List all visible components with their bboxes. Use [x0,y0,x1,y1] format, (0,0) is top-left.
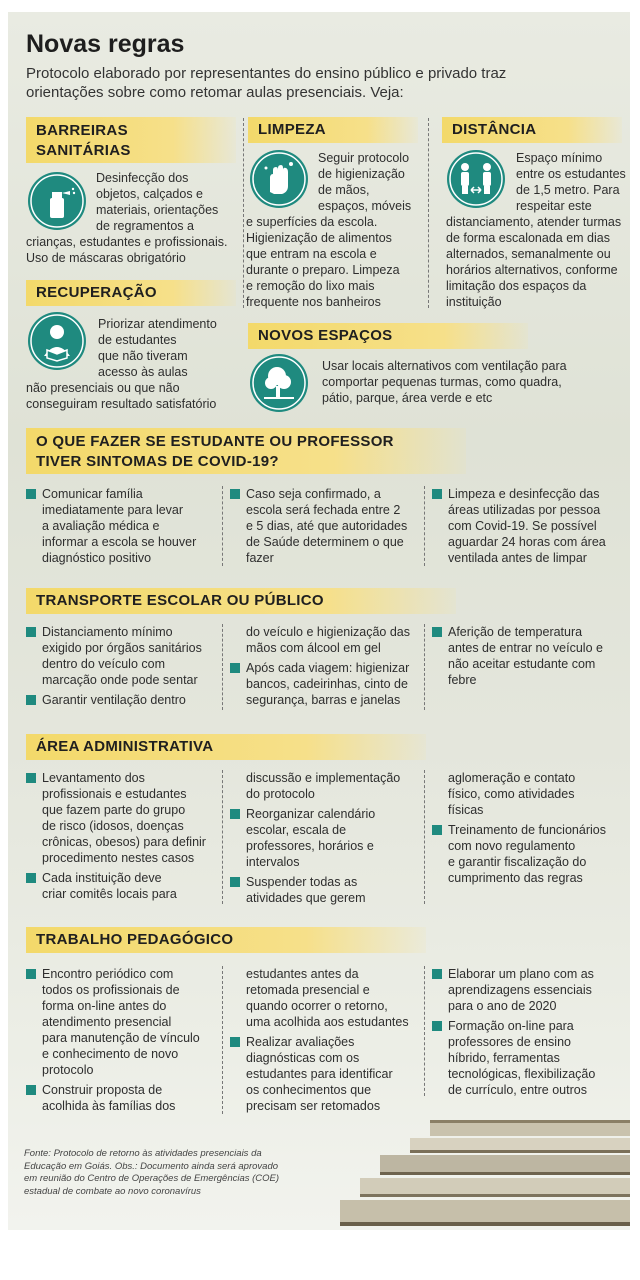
novos-espacos-line-3: pátio, parque, área verde e etc [322,391,493,405]
limpeza-heading: LIMPEZA [248,117,418,143]
list-item: Caso seja confirmado, a escola será fechada entre 2 e 5 dias, até que autoridades de Saúde determinem o que fazer [230,486,407,566]
barreiras-heading: BARREIRAS SANITÁRIAS [26,117,236,163]
list-item: Cada instituição deve criar comitês locais para [26,870,177,902]
limpeza-line-8: durante o preparo. Limpeza [246,263,400,277]
recuperacao-line-3: que não tiveram [98,349,188,363]
list-item-continuation: aglomeração e contato físico, como atividades físicas [448,771,576,817]
list-item: Formação on-line para professores de ensino híbrido, ferramentas tecnológicas, flexibilização de currículo, entre outros [432,1018,595,1098]
transporte-heading: TRANSPORTE ESCOLAR OU PÚBLICO [26,588,456,614]
divider [243,118,244,308]
list-item: Aferição de temperatura antes de entrar no veículo e não aceitar estudante com febre [432,624,603,688]
intro-text: Protocolo elaborado por representantes do ensino público e privado traz orientações sobre como retomar aulas presenciais. Veja: [26,65,507,101]
list-item: Comunicar família imediatamente para levar a avaliação médica e informar a escola se houver diagnóstico positivo [26,486,196,566]
recuperacao-line-2: de estudantes [98,333,177,347]
limpeza-line-5: e superfícies da escola. [246,215,378,229]
list-item-continuation: discussão e implementação do protocolo [246,771,401,801]
divider [222,486,223,566]
list-item: Elaborar um plano com as aprendizagens essenciais para o ano de 2020 [432,966,594,1014]
spray-bottle-icon [28,172,86,230]
limpeza-line-6: Higienização de alimentos [246,231,392,245]
distancia-line-2: entre os estudantes [516,167,626,181]
list-item: Limpeza e desinfecção das áreas utilizadas por pessoa com Covid-19. Se possível aguardar 24 horas com área ventilada antes de limpar [432,486,606,566]
list-item: Encontro periódico com todos os profissionais de forma on-line antes do atendimento presencial para manutenção de vínculo e conhecimento de novo protocolo [26,966,200,1078]
limpeza-line-1: Seguir protocolo [318,151,410,165]
student-reading-icon [28,312,86,370]
hand-washing-icon [250,150,308,208]
divider [424,966,425,1096]
list-item: Levantamento dos profissionais e estudantes que fazem parte do grupo de risco (idosos, doenças crônicas, obesos) para definir procedimento nestes casos [26,770,206,866]
divider [222,624,223,710]
administrativa-heading: ÁREA ADMINISTRATIVA [26,734,426,760]
source-note: Fonte: Protocolo de retorno às atividades presenciais da Educação em Goiás. Obs.: Documento ainda será aprovado em reunião do Centro de Operações de Emergências (COE) estadual de combate ao novo coronavírus [24,1148,280,1197]
page-title: Novas regras [26,30,185,58]
social-distance-icon [447,150,505,208]
divider [428,118,429,308]
list-item: Reorganizar calendário escolar, escala de professores, horários e intervalos [230,806,375,870]
distancia-line-4: respeitar este [516,199,592,213]
novos-espacos-line-2: comportar pequenas turmas, como quadra, [322,375,562,389]
tree-icon [250,354,308,412]
barreiras-line-2: objetos, calçados e [96,187,204,201]
divider [424,770,425,904]
distancia-line-1: Espaço mínimo [516,151,603,165]
sintomas-heading: O QUE FAZER SE ESTUDANTE OU PROFESSOR TIVER SINTOMAS DE COVID-19? [26,428,466,474]
distancia-line-9: limitação dos espaços da [446,279,587,293]
recuperacao-line-5: não presenciais ou que não [26,381,180,395]
recuperacao-line-6: conseguiram resultado satisfatório [26,397,217,411]
distancia-heading: DISTÂNCIA [442,117,622,143]
limpeza-line-9: e remoção do lixo mais [246,279,375,293]
books-illustration [340,1110,630,1228]
recuperacao-line-1: Priorizar atendimento [98,317,217,331]
novos-espacos-heading: NOVOS ESPAÇOS [248,323,528,349]
distancia-line-7: alternados, semanalmente ou [446,247,611,261]
barreiras-line-5: crianças, estudantes e profissionais. [26,235,228,249]
limpeza-line-4: espaços, móveis [318,199,412,213]
limpeza-line-2: de higienização [318,167,405,181]
list-item: Treinamento de funcionários com novo regulamento e garantir fiscalização do cumprimento das regras [432,822,606,886]
list-item: Distanciamento mínimo exigido por órgãos sanitários dentro do veículo com marcação onde pode sentar [26,624,202,688]
barreiras-line-6: Uso de máscaras obrigatório [26,251,186,265]
divider [222,966,223,1114]
distancia-line-5: distanciamento, atender turmas [446,215,622,229]
novos-espacos-line-1: Usar locais alternativos com ventilação para [322,359,567,373]
pedagogico-heading: TRABALHO PEDAGÓGICO [26,927,426,953]
list-item-continuation: estudantes antes da retomada presencial e quando ocorrer o retorno, uma acolhida aos estudantes [246,967,409,1029]
barreiras-line-3: materiais, orientações [96,203,219,217]
list-item: Suspender todas as atividades que gerem [230,874,366,906]
distancia-line-10: instituição [446,295,502,309]
list-item: Após cada viagem: higienizar bancos, cadeirinhas, cinto de segurança, barras e janelas [230,660,409,708]
divider [222,770,223,904]
barreiras-line-4: de regramentos a [96,219,194,233]
limpeza-line-10: frequente nos banheiros [246,295,381,309]
list-item: Realizar avaliações diagnósticas com os estudantes para identificar os conhecimentos que precisam ser retomados [230,1034,393,1114]
distancia-line-3: de 1,5 metro. Para [516,183,620,197]
list-item: Garantir ventilação dentro [26,692,186,708]
recuperacao-heading: RECUPERAÇÃO [26,280,236,306]
divider [424,624,425,710]
list-item-continuation: do veículo e higienização das mãos com álcool em gel [246,625,411,655]
limpeza-line-3: de mãos, [318,183,370,197]
list-item: Construir proposta de acolhida às famílias dos [26,1082,175,1114]
divider [424,486,425,566]
barreiras-line-1: Desinfecção dos [96,171,189,185]
limpeza-line-7: que entram na escola e [246,247,377,261]
distancia-line-8: horários alternativos, conforme [446,263,618,277]
distancia-line-6: de forma escalonada em dias [446,231,610,245]
recuperacao-line-4: acesso às aulas [98,365,188,379]
